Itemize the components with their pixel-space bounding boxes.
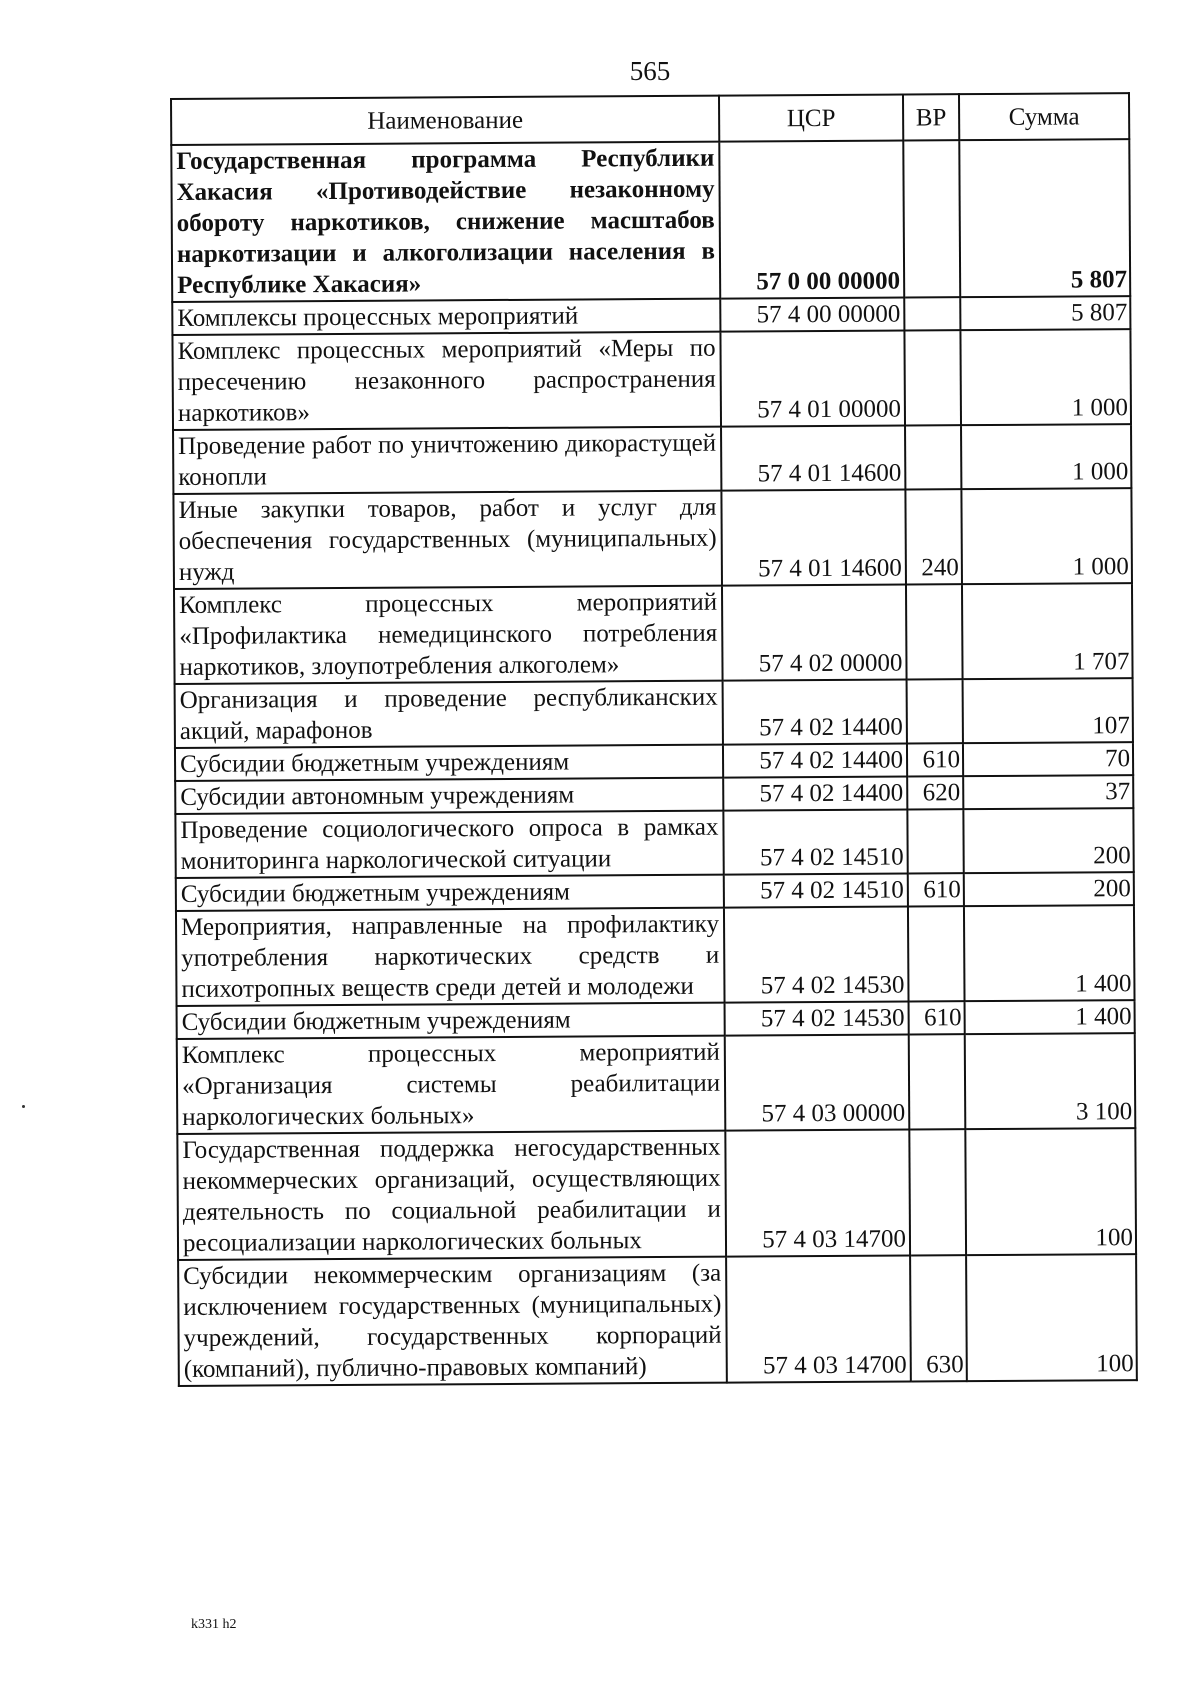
table-row	[173, 488, 1132, 589]
row-csr-cell: 57 4 03 14700	[726, 1256, 911, 1383]
row-csr-cell: 57 4 03 00000	[725, 1035, 910, 1131]
row-csr-cell: 57 4 02 14530	[724, 907, 909, 1003]
row-name-cell: Субсидии автономным учреждениям	[175, 778, 723, 814]
row-vr-cell: 630	[910, 1255, 967, 1381]
row-csr-cell: 57 4 02 14530	[725, 1002, 909, 1036]
row-csr-cell: 57 0 00 00000	[719, 141, 904, 299]
row-sum-cell: 200	[963, 808, 1133, 873]
row-csr-cell: 57 4 02 14400	[723, 744, 907, 778]
header-sum: Сумма	[959, 93, 1129, 140]
scan-speck	[22, 1105, 25, 1108]
row-csr-cell: 57 4 03 14700	[725, 1130, 910, 1257]
row-vr-cell	[906, 584, 963, 679]
table-row	[171, 139, 1130, 302]
row-vr-cell	[907, 809, 963, 873]
header-vr: ВР	[903, 94, 959, 140]
row-sum-cell: 3 100	[965, 1033, 1136, 1129]
row-vr-cell	[909, 1129, 966, 1255]
row-csr-cell: 57 4 00 00000	[720, 298, 904, 332]
table-header-row	[171, 93, 1129, 145]
table-row	[176, 905, 1135, 1006]
table-row	[174, 583, 1133, 684]
row-name-cell: Субсидии бюджетным учреждениям	[177, 1003, 725, 1039]
row-vr-cell	[904, 297, 960, 330]
row-sum-cell: 1 000	[961, 424, 1131, 489]
table-row	[175, 808, 1133, 878]
row-csr-cell: 57 4 01 00000	[720, 331, 905, 427]
row-name-cell: Субсидии некоммерческим организациям (за исключением государственных (муниципальных) учреждений, государственных корпораций (компаний), публично-правовых компаний)	[178, 1257, 727, 1386]
row-name-cell: Комплексы процессных мероприятий	[172, 299, 720, 335]
row-vr-cell	[907, 679, 963, 743]
row-sum-cell: 37	[963, 775, 1133, 809]
row-name-cell: Субсидии бюджетным учреждениям	[175, 745, 723, 781]
row-name-cell: Государственная поддержка негосударственных некоммерческих организаций, осуществляющих деятельность по социальной реабилитации и ресоциализации наркологических больных	[177, 1131, 726, 1260]
row-name-cell: Комплекс процессных мероприятий «Профилактика немедицинского потребления наркотиков, злоупотребления алкоголем»	[174, 586, 723, 684]
row-vr-cell: 620	[907, 776, 963, 809]
table-row	[173, 424, 1131, 494]
row-csr-cell: 57 4 02 00000	[722, 585, 907, 681]
table-row	[177, 1033, 1136, 1134]
header-csr: ЦСР	[719, 95, 903, 142]
row-vr-cell: 610	[908, 873, 964, 906]
row-name-cell: Комплекс процессных мероприятий «Организация системы реабилитации наркологических больных»	[177, 1036, 726, 1134]
row-name-cell: Проведение работ по уничтожению дикорастущей конопли	[173, 427, 721, 494]
row-name-cell: Иные закупки товаров, работ и услуг для обеспечения государственных (муниципальных) нужд	[173, 491, 722, 589]
row-csr-cell: 57 4 01 14600	[721, 426, 905, 491]
row-vr-cell: 240	[905, 489, 962, 584]
row-csr-cell: 57 4 02 14400	[723, 680, 907, 745]
budget-table	[170, 92, 1138, 1387]
header-name: Наименование	[171, 96, 719, 145]
row-sum-cell: 1 400	[965, 1000, 1135, 1034]
row-name-cell: Организация и проведение республиканских акций, марафонов	[175, 681, 723, 748]
row-sum-cell: 1 000	[960, 329, 1131, 425]
row-csr-cell: 57 4 02 14400	[723, 777, 907, 811]
row-vr-cell: 610	[907, 743, 963, 776]
table-row	[178, 1254, 1137, 1386]
row-vr-cell	[903, 140, 960, 297]
row-sum-cell: 5 807	[959, 139, 1130, 297]
row-vr-cell	[909, 1034, 966, 1129]
row-sum-cell: 107	[963, 678, 1133, 743]
row-sum-cell: 100	[966, 1254, 1137, 1381]
page-number: 565	[629, 56, 671, 86]
row-csr-cell: 57 4 02 14510	[723, 810, 907, 875]
table-row	[172, 329, 1131, 430]
row-vr-cell	[904, 330, 961, 425]
table-body	[171, 139, 1137, 1386]
row-vr-cell	[905, 425, 961, 489]
table-row	[175, 678, 1133, 748]
row-sum-cell: 1 000	[961, 488, 1132, 584]
row-sum-cell: 1 400	[964, 905, 1135, 1001]
row-sum-cell: 1 707	[962, 583, 1133, 679]
row-name-cell: Государственная программа Республики Хакасия «Противодействие незаконному обороту наркотиков, снижение масштабов наркотизации и алкоголизации населения в Республике Хакасия»	[171, 142, 720, 302]
row-sum-cell: 100	[965, 1128, 1136, 1255]
table-row	[177, 1128, 1136, 1260]
row-sum-cell: 70	[963, 742, 1133, 776]
row-name-cell: Мероприятия, направленные на профилактику употребления наркотических средств и психотропных веществ среди детей и молодежи	[176, 908, 725, 1006]
row-name-cell: Проведение социологического опроса в рамках мониторинга наркологической ситуации	[175, 811, 723, 878]
row-vr-cell: 610	[909, 1001, 965, 1034]
row-csr-cell: 57 4 01 14600	[721, 490, 906, 586]
row-name-cell: Комплекс процессных мероприятий «Меры по пресечению незаконного распространения наркотиков»	[172, 332, 721, 430]
row-sum-cell: 200	[964, 872, 1134, 906]
row-sum-cell: 5 807	[960, 296, 1130, 330]
row-csr-cell: 57 4 02 14510	[724, 874, 908, 908]
footer-code: k331 h2	[191, 1617, 237, 1632]
row-vr-cell	[908, 906, 965, 1001]
row-name-cell: Субсидии бюджетным учреждениям	[176, 875, 724, 911]
